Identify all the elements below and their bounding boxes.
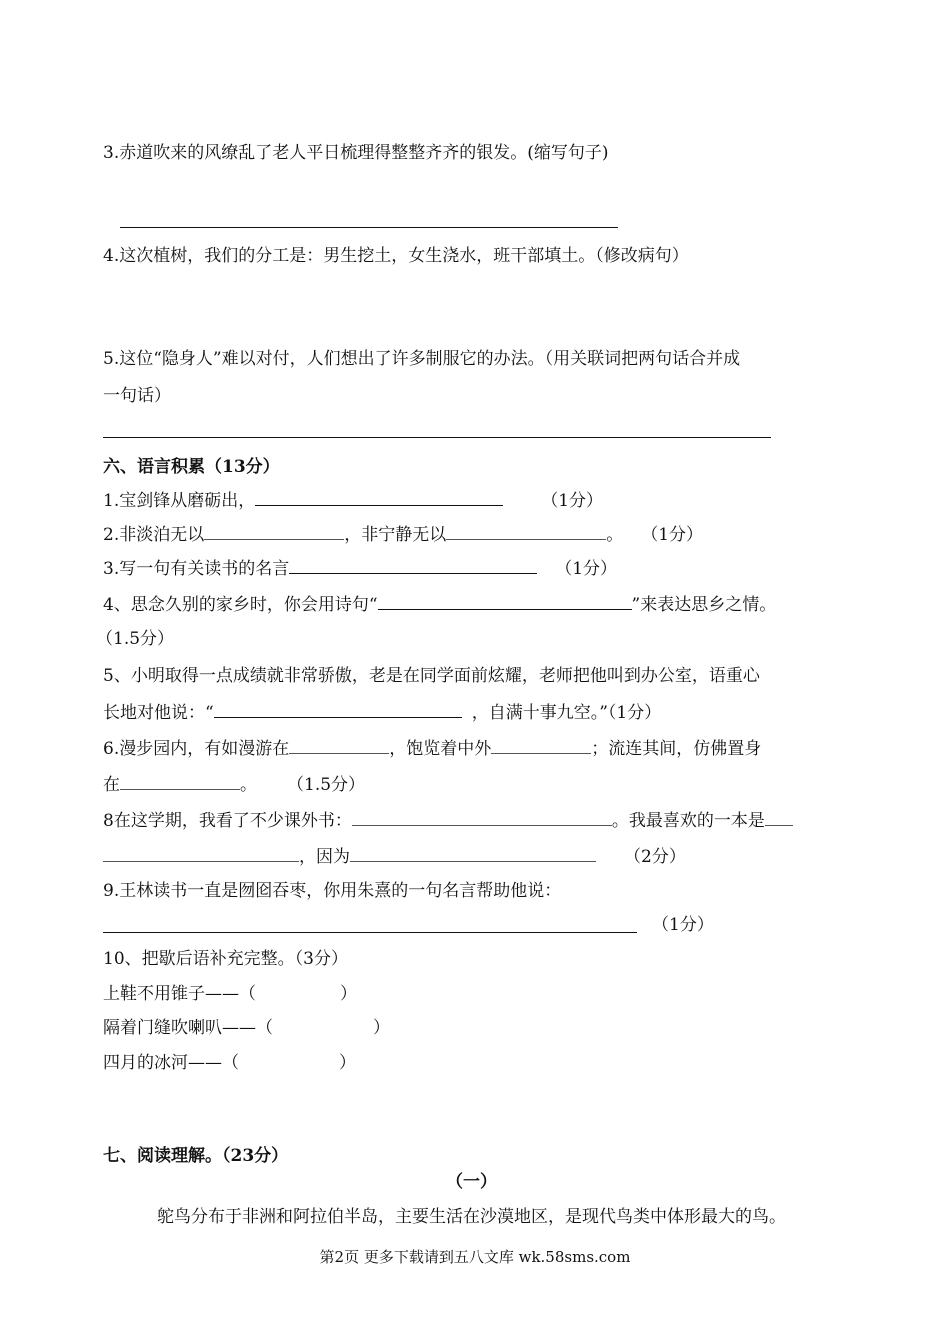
item-6-3-score: （1分） <box>555 559 618 579</box>
item-6-1-score: （1分） <box>541 491 604 511</box>
section-7-title: 七、阅读理解。（23分） <box>103 1146 289 1166</box>
blank-6-8a[interactable] <box>352 809 612 826</box>
passage-1-paragraph: 鸵鸟分布于非洲和阿拉伯半岛，主要生活在沙漠地区，是现代鸟类中体形最大的鸟。 <box>157 1207 786 1227</box>
item-6-10-a-text: 上鞋不用锥子——（ <box>103 984 256 1004</box>
question-4: 4.这次植树，我们的分工是：男生挖土，女生浇水，班干部填土。（修改病句） <box>103 246 689 266</box>
item-6-6-mid2: ；流连其间，仿佛置身 <box>591 739 762 759</box>
item-6-8-line1 <box>103 809 793 832</box>
item-6-9-score: （1分） <box>652 915 714 935</box>
blank-6-3[interactable] <box>289 557 537 574</box>
blank-6-5[interactable] <box>214 701 462 718</box>
item-6-4-post: ”来表达思乡之情。 <box>631 595 777 615</box>
item-6-10-a <box>103 983 357 1005</box>
item-6-6-text: 6.漫步园内，有如漫游在 <box>103 739 290 759</box>
question-5-line2: 一句话） <box>103 386 171 406</box>
item-6-6-score: （1.5分） <box>287 775 366 795</box>
item-6-5-post: ，自满十事九空。”（1分） <box>471 703 662 723</box>
item-6-2-mid: ，非宁静无以 <box>344 525 447 545</box>
item-6-8-score: （2分） <box>624 847 686 867</box>
item-6-6-pre2: 在 <box>103 775 120 795</box>
item-6-1 <box>103 489 603 512</box>
blank-6-1[interactable] <box>255 489 503 506</box>
blank-6-6a[interactable] <box>289 737 389 754</box>
item-6-10-b <box>103 1017 390 1039</box>
item-6-8-text: 8在这学期，我看了不少课外书： <box>103 811 352 831</box>
answer-line-5[interactable] <box>103 437 771 438</box>
item-6-2 <box>103 523 703 546</box>
item-6-8-mid: 。我最喜欢的一本是 <box>611 811 765 831</box>
close-paren-b: ） <box>373 1018 390 1038</box>
answer-line-3[interactable] <box>120 227 618 228</box>
item-6-4-score: （1.5分） <box>96 629 175 649</box>
item-6-3 <box>103 557 617 580</box>
close-paren-a: ） <box>340 984 357 1004</box>
item-6-5-line1: 5、小明取得一点成绩就非常骄傲，老是在同学面前炫耀，老师把他叫到办公室，语重心 <box>103 666 760 686</box>
item-6-5-line2 <box>103 701 661 724</box>
item-6-2-text: 2.非淡泊无以 <box>103 525 205 545</box>
close-paren-c: ） <box>339 1053 356 1073</box>
blank-6-8c[interactable] <box>103 845 299 862</box>
passage-1-heading: （一） <box>446 1172 497 1192</box>
blank-6-2b[interactable] <box>446 523 606 540</box>
item-6-10-title: 10、把歇后语补充完整。（3分） <box>103 949 348 969</box>
blank-6-2a[interactable] <box>204 523 344 540</box>
item-6-3-text: 3.写一句有关读书的名言 <box>103 559 290 579</box>
page-footer: 第2页 更多下载请到五八文库 wk.58sms.com <box>319 1248 631 1266</box>
item-6-6-line1 <box>103 737 761 760</box>
item-6-8-mid2: ，因为 <box>299 847 350 867</box>
item-6-9: 9.王林读书一直是囫囵吞枣，你用朱熹的一句名言帮助他说： <box>103 881 562 901</box>
item-6-4-text: 4、思念久别的家乡时，你会用诗句“ <box>103 595 378 615</box>
blank-6-6c[interactable] <box>120 773 240 790</box>
item-6-10-b-text: 隔着门缝吹喇叭——（ <box>103 1018 273 1038</box>
blank-6-9[interactable] <box>103 932 637 933</box>
item-6-4 <box>103 593 776 616</box>
item-6-2-score: （1分） <box>641 525 704 545</box>
blank-6-4[interactable] <box>378 593 632 610</box>
blank-6-6b[interactable] <box>491 737 591 754</box>
item-6-6-mid: ，饱览着中外 <box>389 739 492 759</box>
question-5-line1: 5.这位“隐身人”难以对付，人们想出了许多制服它的办法。（用关联词把两句话合并成 <box>103 349 741 369</box>
item-6-10-c <box>103 1052 356 1074</box>
question-3: 3.赤道吹来的风缭乱了老人平日梳理得整整齐齐的银发。(缩写句子) <box>103 143 609 163</box>
item-6-6-end: 。 <box>240 775 257 795</box>
item-6-8-line2 <box>103 845 686 868</box>
blank-6-8d[interactable] <box>350 845 596 862</box>
blank-6-8b[interactable] <box>765 809 793 826</box>
item-6-6-line2 <box>103 773 365 796</box>
item-6-1-text: 1.宝剑锋从磨砺出， <box>103 491 256 511</box>
item-6-2-end: 。 <box>606 525 624 545</box>
section-6-title: 六、语言积累（13分） <box>103 457 280 477</box>
item-6-10-c-text: 四月的冰河——（ <box>103 1053 239 1073</box>
item-6-5-text: 长地对他说：“ <box>103 703 214 723</box>
